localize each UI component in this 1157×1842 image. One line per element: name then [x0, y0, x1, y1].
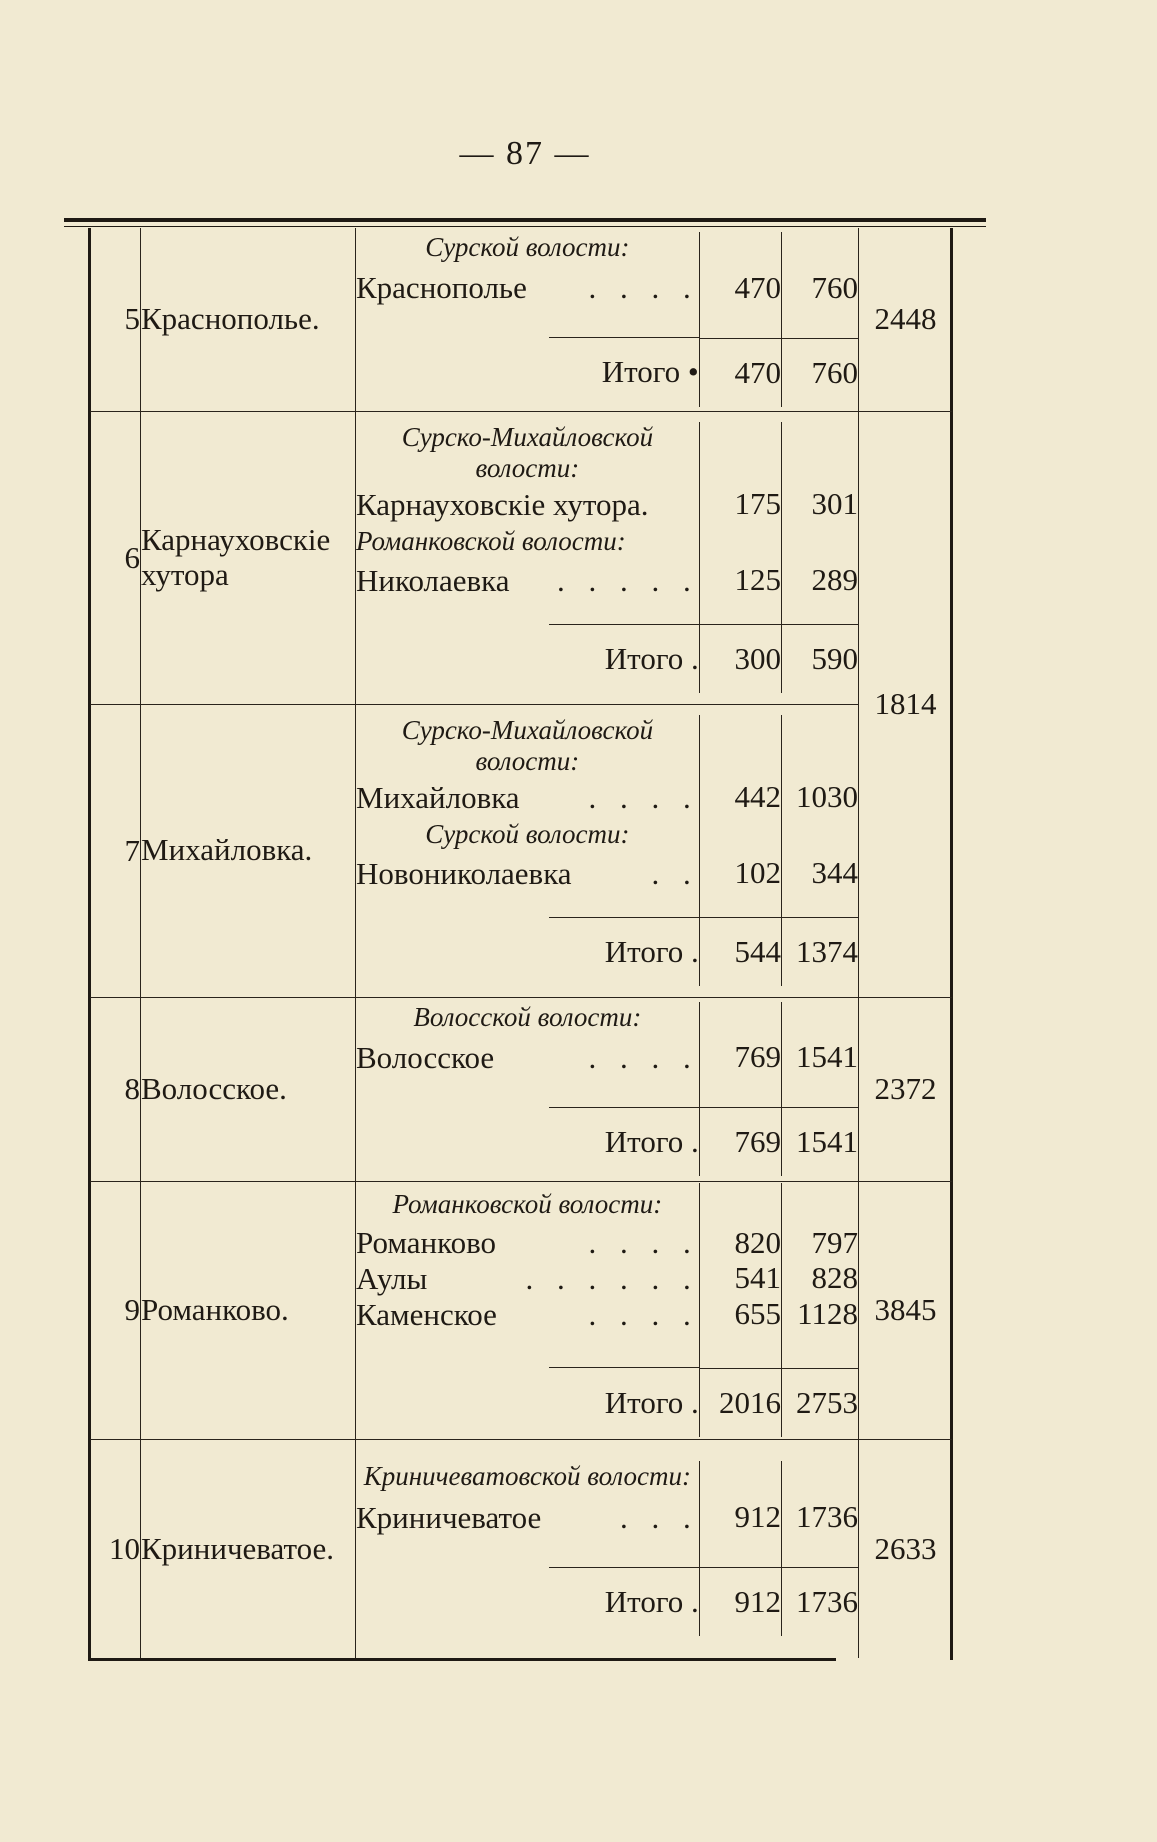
value-a: 820 [699, 1225, 781, 1261]
value-b: 760 [811, 269, 858, 305]
value-a: 912 [699, 1493, 781, 1543]
top-rule-thin [64, 226, 986, 227]
value-b: 344 [811, 855, 858, 891]
volost-label: Романковской волости: [356, 525, 626, 556]
itogo-value-a: 769 [699, 1108, 781, 1177]
place-line: Краснополье . . . . [356, 270, 699, 306]
table-row [90, 704, 952, 997]
top-rule [64, 218, 986, 222]
itogo-value-b: 2753 [782, 1368, 858, 1437]
value-b: 828 [811, 1260, 858, 1296]
row-number: 9 [90, 1181, 141, 1439]
place-line: Николаевка . . . . . [356, 562, 699, 598]
value-a: 541 [699, 1261, 781, 1297]
grand-total: 2448 [859, 228, 953, 411]
value-b: 1030 [796, 779, 858, 815]
volost-label: Криничеватовской волости: [363, 1461, 691, 1492]
place-line: Волосское . . . . [356, 1039, 699, 1075]
value-a: 470 [699, 263, 781, 313]
row-number: 8 [90, 997, 141, 1181]
itogo-label: Итого . [356, 1368, 699, 1437]
itogo-value-a: 912 [699, 1568, 781, 1637]
value-b: 289 [811, 562, 858, 598]
value-a: 655 [699, 1297, 781, 1333]
grand-total: 1814 [859, 411, 953, 997]
itogo-value-b: 760 [782, 338, 858, 407]
volost-label: Волосской волости: [413, 1001, 642, 1032]
volost-label: Романковской волости: [392, 1188, 663, 1219]
settlement-name: Михайловка. [141, 704, 356, 997]
value-a: 769 [699, 1033, 781, 1083]
itogo-label: Итого . [356, 1568, 699, 1637]
value-b: 797 [811, 1224, 858, 1260]
table-row [90, 997, 952, 1181]
place-line: Карнауховскіе хутора. [356, 486, 649, 522]
itogo-value-a: 470 [699, 338, 781, 407]
value-b: 301 [811, 486, 858, 522]
settlements-table [90, 228, 952, 1658]
settlement-name: Краснополье. [141, 228, 356, 411]
place-line: Каменское . . . . [356, 1296, 699, 1332]
volost-label: Сурской волости: [425, 818, 630, 849]
grand-total: 3845 [859, 1181, 953, 1439]
itogo-label: Итого • [356, 338, 699, 407]
volost-label: Сурско-Михайловской волости: [401, 421, 654, 483]
settlement-name: Волосское. [141, 997, 356, 1181]
itogo-value-a: 2016 [699, 1368, 781, 1437]
value-b: 1128 [797, 1296, 858, 1332]
place-line: Новониколаевка . . [356, 855, 699, 891]
itogo-value-a: 544 [699, 918, 781, 987]
table-row [90, 228, 952, 411]
settlement-name: Карнауховскіе хутора [141, 411, 356, 704]
value-b: 1541 [796, 1039, 858, 1075]
itogo-label: Итого . [356, 625, 699, 694]
itogo-value-b: 1541 [782, 1108, 858, 1177]
itogo-value-b: 590 [782, 625, 858, 694]
table-row [90, 1439, 952, 1658]
place-line: Романково . . . . [356, 1225, 699, 1261]
place-line: Михайловка . . . . [356, 779, 699, 815]
value-b: 1736 [796, 1499, 858, 1535]
settlement-name: Романково. [141, 1181, 356, 1439]
itogo-label: Итого . [356, 1108, 699, 1177]
value-a: 102 [699, 850, 781, 898]
row-number: 5 [90, 228, 141, 411]
volost-label: Сурской волости: [425, 231, 630, 262]
grand-total: 2372 [859, 997, 953, 1181]
place-line: Криничеватое . . . [356, 1499, 699, 1535]
bottom-rule [88, 1658, 836, 1661]
table-row [90, 411, 952, 704]
itogo-value-b: 1374 [782, 918, 858, 987]
place-line: Аулы . . . . . . [356, 1260, 699, 1296]
itogo-label: Итого . [356, 918, 699, 987]
value-a: 442 [699, 777, 781, 819]
grand-total: 2633 [874, 1530, 937, 1566]
value-a: 175 [699, 484, 781, 526]
itogo-value-a: 300 [699, 625, 781, 694]
value-a: 125 [699, 557, 781, 605]
row-number: 10 [90, 1439, 141, 1658]
page-number: — 87 — [459, 135, 591, 172]
row-number: 7 [90, 704, 141, 997]
itogo-value-b: 1736 [782, 1568, 858, 1637]
row-number: 6 [90, 411, 141, 704]
volost-label: Сурско-Михайловской волости: [401, 714, 654, 776]
settlement-name: Криничеватое. [141, 1439, 356, 1658]
table-row [90, 1181, 952, 1439]
